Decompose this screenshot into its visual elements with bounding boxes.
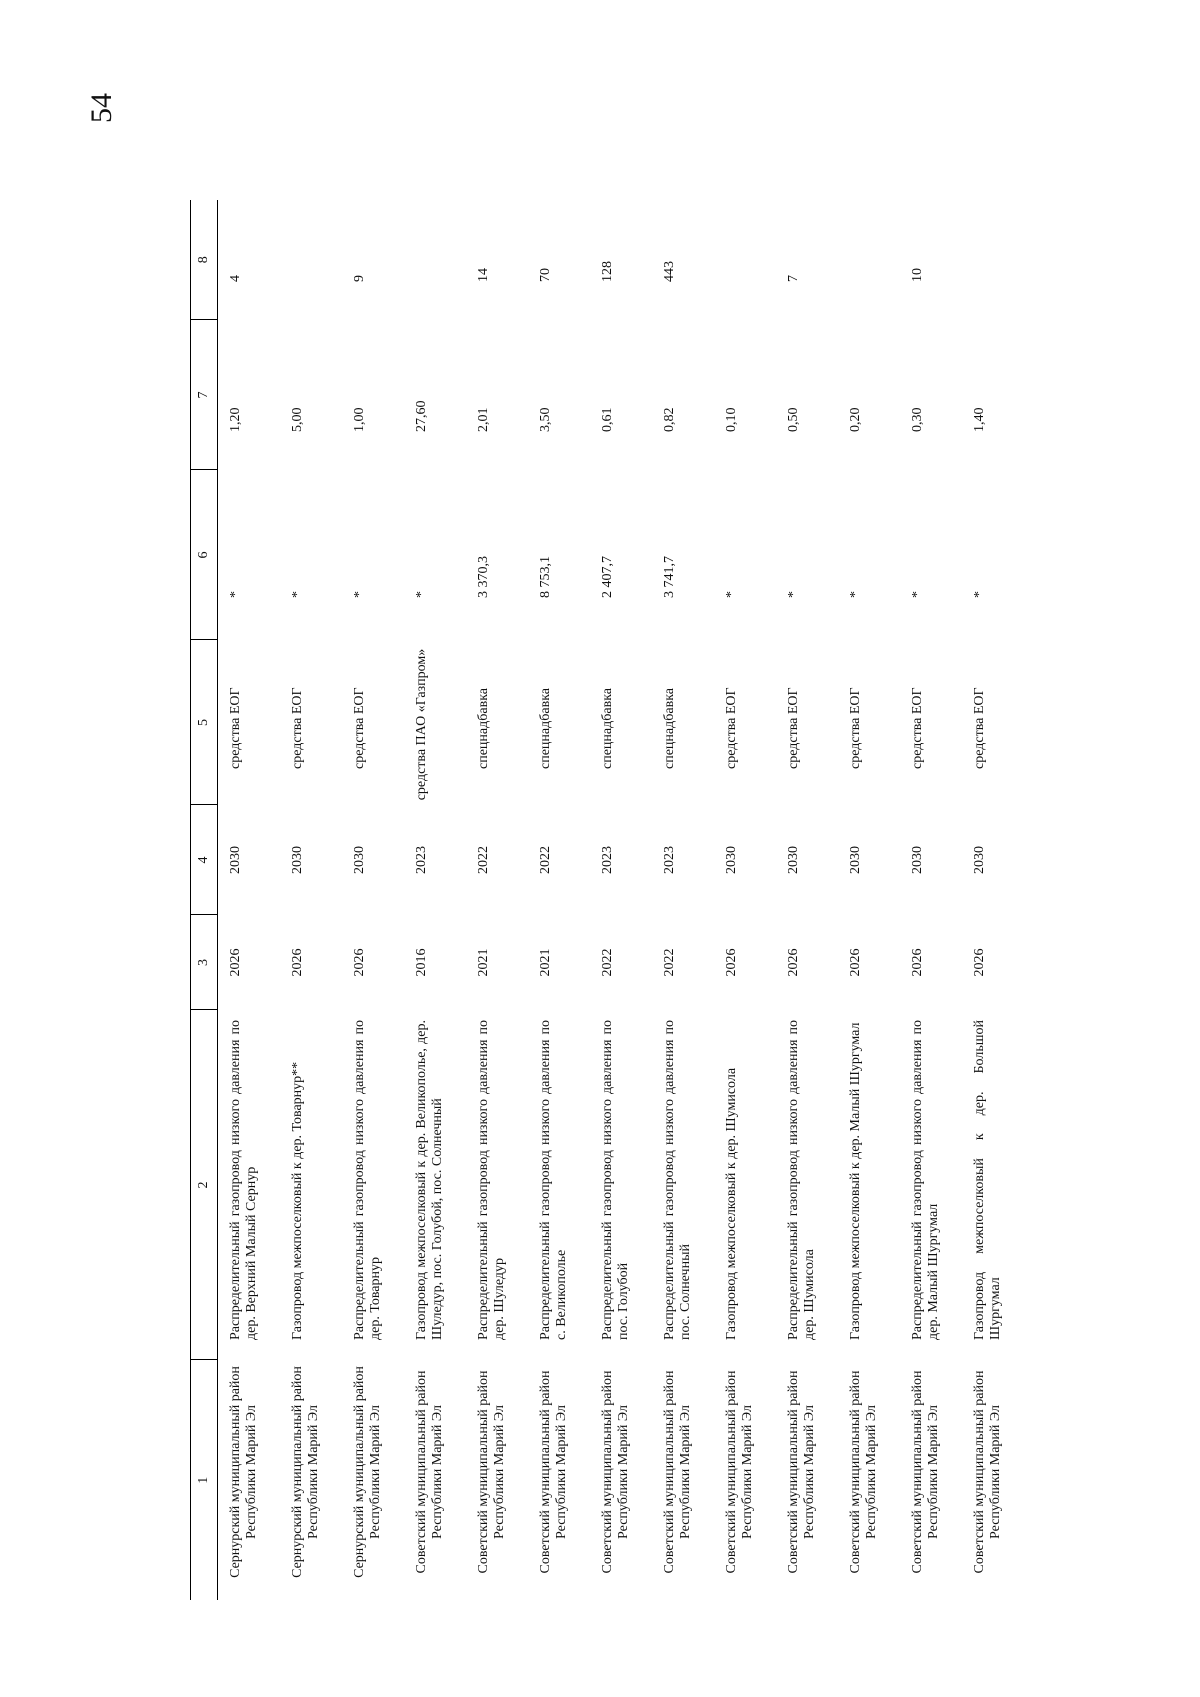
cell-description: Распределительный газопровод низкого давления по дер. Шумисола	[786, 1020, 817, 1340]
cell-funding-source: средства ПАО «Газпром»	[414, 648, 429, 801]
cell-description: Газопровод межпоселковый к дер. Большой Шургумал	[972, 1020, 1003, 1340]
table-row	[342, 200, 404, 1600]
table-row	[590, 200, 652, 1600]
cell-district: Сернурский муниципальный район Республики Марий Эл	[352, 1366, 383, 1578]
cell-cost: *	[786, 591, 801, 598]
cell-funding-source: средства ЕОГ	[848, 687, 863, 769]
cell-cost: 8 753,1	[538, 556, 553, 598]
cell-households	[404, 200, 466, 320]
cell-cost: *	[972, 591, 987, 598]
cell-households	[280, 200, 342, 320]
cell-length-km: 1,00	[352, 407, 367, 432]
table-row	[404, 200, 466, 1600]
cell-end-year: 2023	[662, 846, 677, 874]
column-header-3: 3	[191, 915, 218, 1010]
cell-district: Советский муниципальный район Республики Марий Эл	[848, 1370, 879, 1574]
cell-start-year: 2026	[724, 948, 739, 977]
cell-funding-source: средства ЕОГ	[910, 687, 925, 769]
cell-district: Советский муниципальный район Республики Марий Эл	[662, 1370, 693, 1574]
cell-cost: 3 370,3	[476, 556, 491, 598]
column-header-7: 7	[191, 320, 218, 470]
cell-length-km: 0,10	[724, 407, 739, 432]
table-body	[218, 200, 1025, 1600]
cell-start-year: 2021	[476, 948, 491, 977]
cell-description: Газопровод межпоселковый к дер. Великополье, дер. Шуледур, пос. Голубой, пос. Солнечный	[414, 1020, 445, 1340]
cell-description: Распределительный газопровод низкого давления по дер. Товарнур	[352, 1020, 383, 1340]
cell-cost: 2 407,7	[600, 556, 615, 598]
table-row	[652, 200, 714, 1600]
cell-end-year: 2030	[972, 846, 987, 874]
cell-description: Распределительный газопровод низкого давления по дер. Шуледур	[476, 1020, 507, 1340]
table-row	[466, 200, 528, 1600]
table-row	[280, 200, 342, 1600]
cell-district: Советский муниципальный район Республики Марий Эл	[414, 1370, 445, 1574]
table-row	[218, 200, 281, 1600]
table-row	[838, 200, 900, 1600]
cell-length-km: 3,50	[538, 407, 553, 432]
cell-funding-source: средства ЕОГ	[724, 687, 739, 769]
cell-length-km: 2,01	[476, 407, 491, 432]
table-row	[776, 200, 838, 1600]
cell-funding-source: средства ЕОГ	[786, 687, 801, 769]
cell-district: Советский муниципальный район Республики Марий Эл	[476, 1370, 507, 1574]
cell-start-year: 2026	[972, 948, 987, 977]
cell-cost: *	[228, 591, 243, 598]
cell-end-year: 2023	[600, 846, 615, 874]
table-row	[528, 200, 590, 1600]
cell-district: Советский муниципальный район Республики Марий Эл	[724, 1370, 755, 1574]
page-number: 54	[85, 93, 118, 123]
table-header	[191, 200, 218, 1600]
cell-funding-source: средства ЕОГ	[352, 687, 367, 769]
cell-description: Распределительный газопровод низкого давления по дер. Верхний Малый Сернур	[228, 1020, 259, 1340]
cell-start-year: 2022	[600, 948, 615, 977]
cell-households: 9	[352, 275, 367, 282]
cell-start-year: 2026	[786, 948, 801, 977]
cell-start-year: 2026	[290, 948, 305, 977]
cell-end-year: 2030	[848, 846, 863, 874]
cell-end-year: 2022	[476, 846, 491, 874]
cell-end-year: 2030	[228, 846, 243, 874]
cell-length-km: 0,82	[662, 407, 677, 432]
cell-households: 443	[662, 261, 677, 282]
cell-length-km: 27,60	[414, 400, 429, 432]
cell-households	[962, 200, 1024, 320]
cell-funding-source: спецнадбавка	[600, 688, 615, 769]
cell-start-year: 2016	[414, 948, 429, 977]
cell-start-year: 2026	[910, 948, 925, 977]
cell-start-year: 2026	[352, 948, 367, 977]
cell-district: Советский муниципальный район Республики Марий Эл	[972, 1370, 1003, 1574]
cell-cost: *	[724, 591, 739, 598]
cell-start-year: 2026	[848, 948, 863, 977]
cell-description: Газопровод межпоселковый к дер. Товарнур**	[290, 1061, 305, 1340]
cell-households	[838, 200, 900, 320]
column-header-6: 6	[191, 470, 218, 640]
cell-cost: *	[414, 591, 429, 598]
cell-funding-source: спецнадбавка	[538, 688, 553, 769]
cell-cost: *	[352, 591, 367, 598]
cell-district: Советский муниципальный район Республики Марий Эл	[910, 1370, 941, 1574]
cell-cost: *	[290, 591, 305, 598]
cell-funding-source: спецнадбавка	[662, 688, 677, 769]
cell-district: Сернурский муниципальный район Республики Марий Эл	[290, 1366, 321, 1578]
cell-funding-source: спецнадбавка	[476, 688, 491, 769]
cell-district: Сернурский муниципальный район Республики Марий Эл	[228, 1366, 259, 1578]
cell-length-km: 1,40	[972, 407, 987, 432]
cell-funding-source: средства ЕОГ	[290, 687, 305, 769]
cell-households: 128	[600, 261, 615, 282]
cell-description: Распределительный газопровод низкого давления по с. Великополье	[538, 1020, 569, 1340]
column-header-5: 5	[191, 640, 218, 805]
cell-funding-source: средства ЕОГ	[228, 687, 243, 769]
cell-cost: 3 741,7	[662, 556, 677, 598]
cell-cost: *	[910, 591, 925, 598]
cell-start-year: 2021	[538, 948, 553, 977]
cell-length-km: 5,00	[290, 407, 305, 432]
cell-households	[714, 200, 776, 320]
column-header-4: 4	[191, 805, 218, 915]
cell-district: Советский муниципальный район Республики Марий Эл	[600, 1370, 631, 1574]
cell-households: 4	[228, 275, 243, 282]
data-table	[190, 200, 1024, 1600]
cell-end-year: 2023	[414, 846, 429, 874]
table-row	[962, 200, 1024, 1600]
cell-length-km: 1,20	[228, 407, 243, 432]
cell-length-km: 0,30	[910, 407, 925, 432]
header-row	[191, 200, 218, 1600]
cell-description: Распределительный газопровод низкого давления по дер. Малый Шургумал	[910, 1020, 941, 1340]
cell-end-year: 2030	[352, 846, 367, 874]
cell-description: Распределительный газопровод низкого давления по пос. Солнечный	[662, 1020, 693, 1340]
table-row	[900, 200, 962, 1600]
column-header-1: 1	[191, 1360, 218, 1600]
cell-start-year: 2022	[662, 948, 677, 977]
cell-households: 7	[786, 275, 801, 282]
cell-funding-source: средства ЕОГ	[972, 687, 987, 769]
cell-households: 10	[910, 268, 925, 282]
cell-length-km: 0,50	[786, 407, 801, 432]
cell-end-year: 2030	[786, 846, 801, 874]
cell-households: 70	[538, 268, 553, 282]
cell-district: Советский муниципальный район Республики Марий Эл	[786, 1370, 817, 1574]
cell-end-year: 2030	[724, 846, 739, 874]
cell-end-year: 2030	[290, 846, 305, 874]
cell-length-km: 0,20	[848, 407, 863, 432]
cell-district: Советский муниципальный район Республики Марий Эл	[538, 1370, 569, 1574]
cell-length-km: 0,61	[600, 407, 615, 432]
cell-cost: *	[848, 591, 863, 598]
cell-end-year: 2030	[910, 846, 925, 874]
cell-description: Газопровод межпоселковый к дер. Малый Шургумал	[848, 1022, 863, 1340]
table-container	[190, 200, 1020, 1600]
column-header-2: 2	[191, 1010, 218, 1360]
cell-end-year: 2022	[538, 846, 553, 874]
cell-households: 14	[476, 268, 491, 282]
cell-start-year: 2026	[228, 948, 243, 977]
cell-description: Распределительный газопровод низкого давления по пос. Голубой	[600, 1020, 631, 1340]
cell-description: Газопровод межпоселковый к дер. Шумисола	[724, 1067, 739, 1340]
table-row	[714, 200, 776, 1600]
column-header-8: 8	[191, 200, 218, 320]
